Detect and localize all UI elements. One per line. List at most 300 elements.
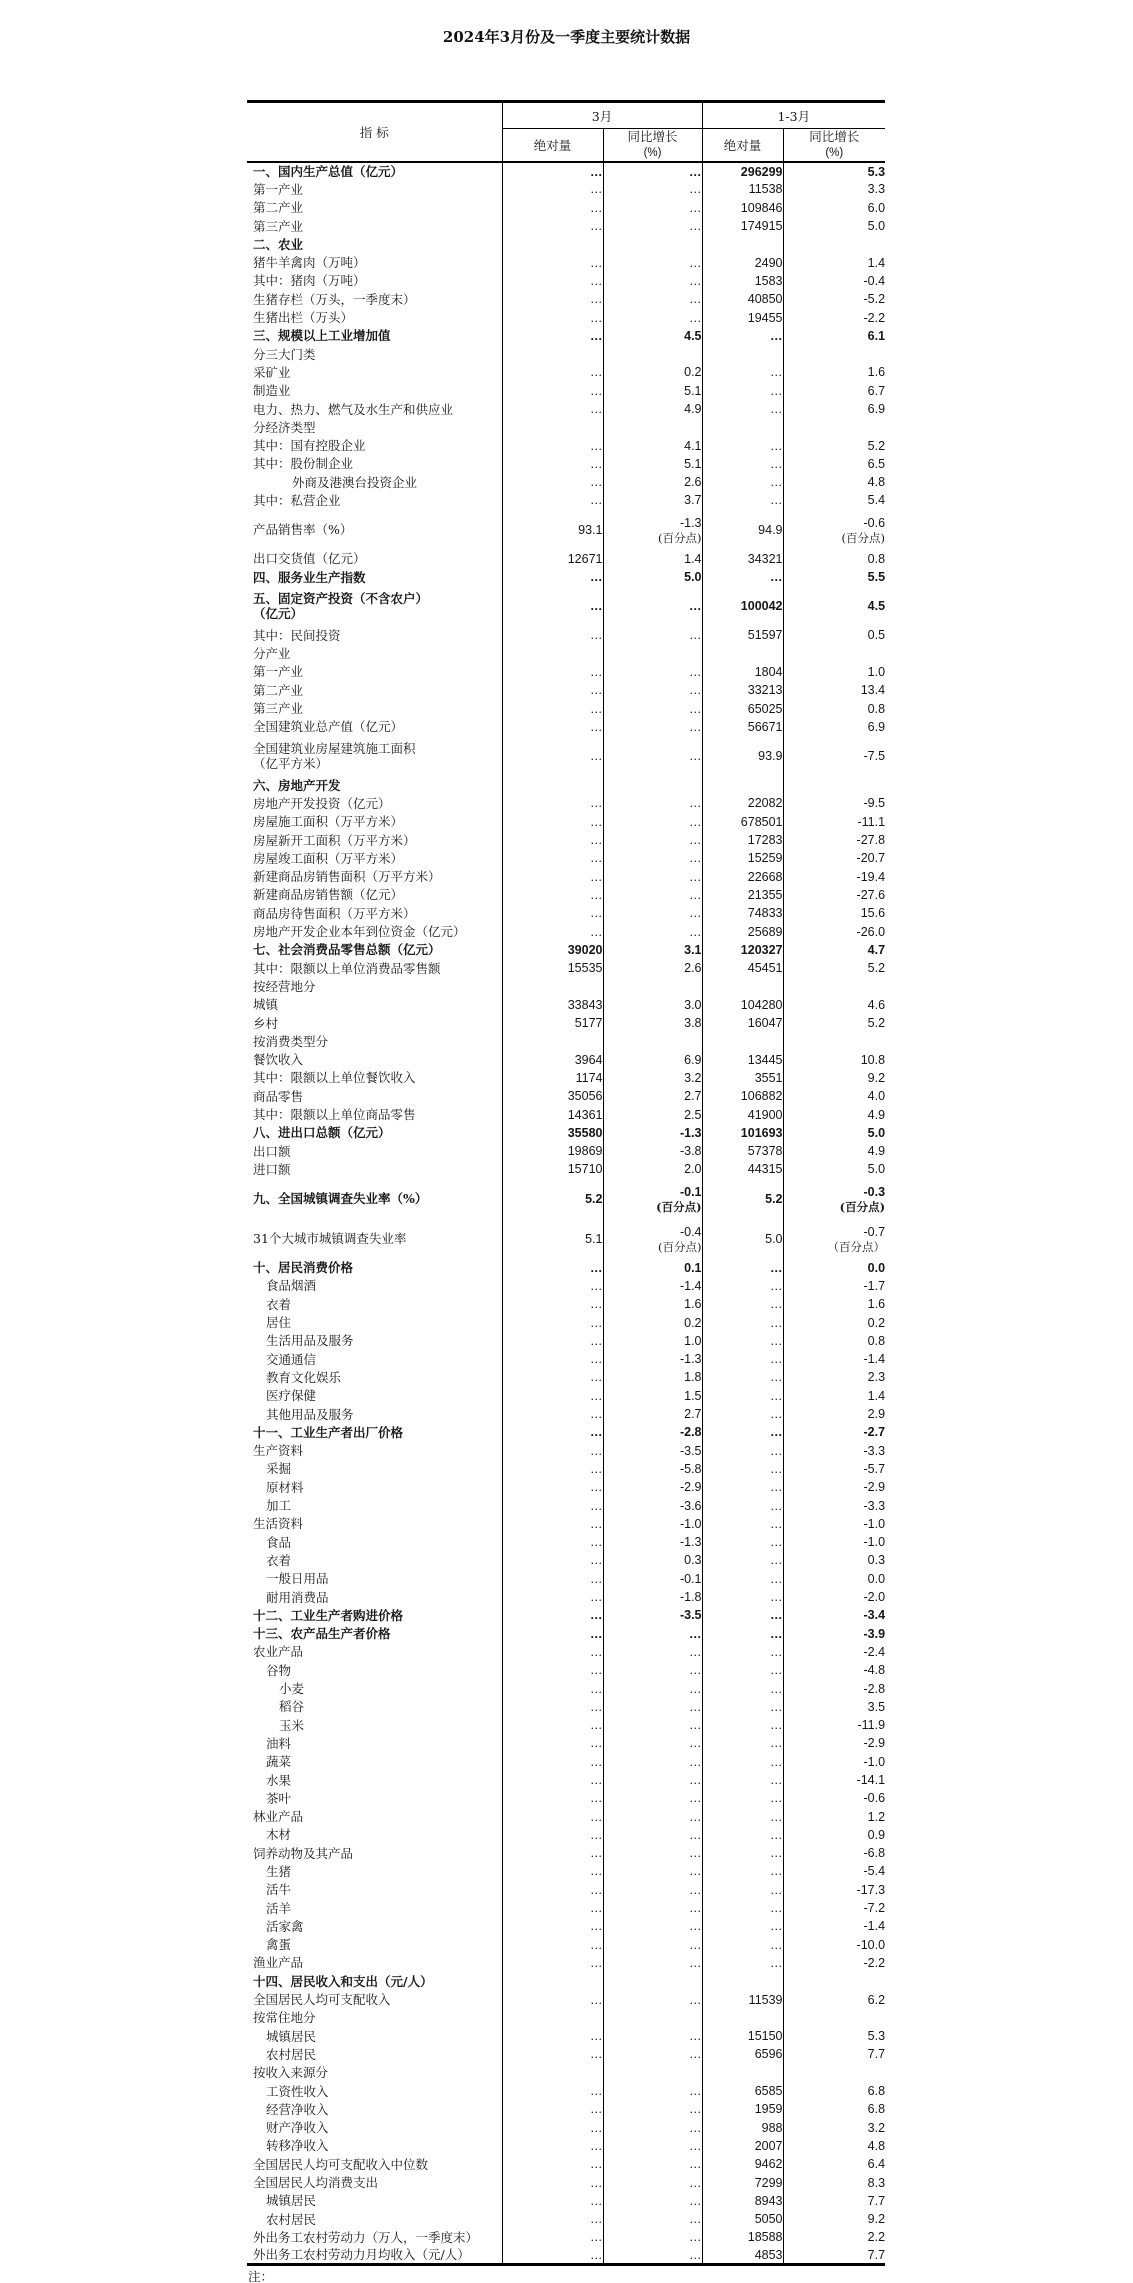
march-yoy-cell: …: [603, 699, 702, 717]
table-row: [247, 1105, 885, 1123]
indicator-label: 第二产业: [253, 200, 304, 216]
footnote: 注：: [248, 2269, 274, 2283]
q1-yoy-cell: -2.2: [783, 1954, 885, 1972]
header-march-yoy: [603, 129, 702, 163]
indicator-label: 分产业: [253, 646, 291, 662]
march-yoy-cell: …: [603, 1862, 702, 1880]
march-yoy-cell: …: [603, 1679, 702, 1697]
table-row: [247, 1405, 885, 1423]
march-yoy-cell: …: [603, 586, 702, 626]
q1-abs-cell: 7299: [702, 2173, 783, 2191]
q1-abs-cell: 6585: [702, 2082, 783, 2100]
march-yoy-cell: 1.5: [603, 1387, 702, 1405]
march-abs-cell: …: [502, 2137, 603, 2155]
march-abs-cell: 15710: [502, 1160, 603, 1178]
yoy-label: 同比增长: [809, 129, 860, 144]
q1-yoy-cell: -2.9: [783, 1478, 885, 1496]
q1-yoy-cell: 3.5: [783, 1698, 885, 1716]
march-abs-cell: …: [502, 382, 603, 400]
indicator-label: 衣着: [266, 1296, 292, 1312]
q1-yoy-cell: -2.8: [783, 1679, 885, 1697]
q1-yoy-cell: 0.0: [783, 1570, 885, 1588]
table-row: [247, 253, 885, 271]
indicator-label: 一、国内生产总值（亿元）: [253, 164, 404, 180]
table-row: [247, 1624, 885, 1642]
q1-abs-cell: [702, 2009, 783, 2027]
indicator-label: 第一产业: [253, 664, 304, 680]
q1-yoy-cell: 0.0: [783, 1259, 885, 1277]
q1-abs-cell: 104280: [702, 996, 783, 1014]
table-row: [247, 977, 885, 995]
march-yoy-cell: -1.3 (百分点): [603, 510, 702, 550]
q1-yoy-cell: -1.0: [783, 1533, 885, 1551]
table-row: [247, 2210, 885, 2228]
indicator-label: 其中：限额以上单位商品零售: [253, 1107, 416, 1122]
indicator-label: 全国居民人均可支配收入: [253, 1992, 391, 2008]
march-yoy-cell: …: [603, 1753, 702, 1771]
indicator-label: 农村居民: [266, 2046, 317, 2062]
march-yoy-cell: …: [603, 1936, 702, 1954]
march-yoy-cell: …: [603, 217, 702, 235]
q1-abs-cell: …: [702, 1716, 783, 1734]
march-yoy-cell: 3.7: [603, 491, 702, 509]
yoy-unit-label: (%): [825, 147, 844, 159]
march-yoy-cell: …: [603, 2155, 702, 2173]
q1-yoy-cell: 6.4: [783, 2155, 885, 2173]
march-yoy-cell: …: [603, 794, 702, 812]
q1-yoy-cell: -7.5: [783, 736, 885, 776]
table-row: [247, 736, 885, 776]
march-yoy-cell: 2.7: [603, 1405, 702, 1423]
march-abs-cell: …: [502, 1259, 603, 1277]
table-row: [247, 382, 885, 400]
q1-abs-cell: 100042: [702, 586, 783, 626]
march-yoy-cell: -1.8: [603, 1588, 702, 1606]
header-q1: 1-3月: [702, 102, 885, 129]
q1-abs-cell: …: [702, 1771, 783, 1789]
q1-abs-cell: …: [702, 1661, 783, 1679]
table-row: [247, 418, 885, 436]
q1-yoy-cell: -7.2: [783, 1899, 885, 1917]
q1-yoy-cell: [783, 418, 885, 436]
march-abs-cell: …: [502, 1533, 603, 1551]
indicator-label: 第三产业: [253, 701, 304, 717]
indicator-label: 生活资料: [253, 1516, 304, 1532]
march-yoy-cell: …: [603, 199, 702, 217]
indicator-label: 餐饮收入: [253, 1052, 304, 1068]
q1-yoy-cell: 4.8: [783, 2137, 885, 2155]
march-abs-cell: …: [502, 1698, 603, 1716]
table-row: [247, 1496, 885, 1514]
march-yoy-cell: …: [603, 1844, 702, 1862]
indicator-label: 加工: [266, 1498, 292, 1514]
march-yoy-cell: 2.0: [603, 1160, 702, 1178]
q1-abs-cell: …: [702, 1478, 783, 1496]
indicator-label: 四、服务业生产指数: [253, 569, 366, 585]
q1-yoy-cell: -1.4: [783, 1350, 885, 1368]
q1-yoy-cell: -10.0: [783, 1936, 885, 1954]
yoy-label: 同比增长: [627, 129, 678, 144]
table-row: [247, 996, 885, 1014]
march-yoy-cell: 2.6: [603, 959, 702, 977]
march-abs-cell: [502, 418, 603, 436]
indicator-label: 出口交货值（亿元）: [253, 551, 366, 567]
q1-abs-cell: …: [702, 1698, 783, 1716]
indicator-label: 十一、工业生产者出厂价格: [253, 1424, 404, 1440]
q1-yoy-cell: -3.3: [783, 1442, 885, 1460]
q1-abs-cell: [702, 2064, 783, 2082]
q1-yoy-cell: 0.8: [783, 1332, 885, 1350]
march-abs-cell: …: [502, 199, 603, 217]
table-row: [247, 1917, 885, 1935]
q1-yoy-cell: 1.0: [783, 663, 885, 681]
march-abs-cell: …: [502, 2210, 603, 2228]
q1-yoy-cell: 3.2: [783, 2119, 885, 2137]
indicator-label: 五、固定资产投资（不含农户） （亿元）: [253, 591, 429, 622]
march-yoy-cell: …: [603, 1881, 702, 1899]
march-yoy-cell: [603, 776, 702, 794]
q1-yoy-cell: 6.7: [783, 382, 885, 400]
indicator-label: 活家禽: [266, 1918, 304, 1934]
q1-abs-cell: 1804: [702, 663, 783, 681]
table-row: [247, 455, 885, 473]
indicator-label: 农业产品: [253, 1644, 304, 1660]
q1-yoy-cell: [783, 1032, 885, 1050]
q1-abs-cell: …: [702, 1496, 783, 1514]
march-yoy-cell: …: [603, 831, 702, 849]
march-yoy-cell: 4.1: [603, 436, 702, 454]
table-row: [247, 199, 885, 217]
table-row: [247, 1124, 885, 1142]
q1-abs-cell: 22082: [702, 794, 783, 812]
march-yoy-cell: …: [603, 2210, 702, 2228]
header-q1-yoy: [783, 129, 885, 163]
march-yoy-cell: …: [603, 2045, 702, 2063]
q1-yoy-cell: -27.6: [783, 886, 885, 904]
march-abs-cell: [502, 776, 603, 794]
indicator-label: 居住: [266, 1315, 292, 1331]
indicator-label: 新建商品房销售面积（万平方米）: [253, 869, 441, 885]
q1-abs-cell: 1583: [702, 272, 783, 290]
table-row: [247, 290, 885, 308]
q1-abs-cell: …: [702, 1862, 783, 1880]
q1-yoy-cell: 2.2: [783, 2228, 885, 2246]
march-abs-cell: …: [502, 491, 603, 509]
indicator-label: 原材料: [266, 1479, 304, 1495]
table-row: [247, 400, 885, 418]
table-row: [247, 831, 885, 849]
q1-yoy-cell: 6.1: [783, 327, 885, 345]
table-row: [247, 1954, 885, 1972]
q1-abs-cell: 3551: [702, 1069, 783, 1087]
indicator-label: 生产资料: [253, 1443, 304, 1459]
march-abs-cell: …: [502, 363, 603, 381]
march-yoy-cell: 0.2: [603, 363, 702, 381]
q1-abs-cell: 11539: [702, 1990, 783, 2008]
q1-yoy-cell: 1.2: [783, 1807, 885, 1825]
q1-yoy-cell: -27.8: [783, 831, 885, 849]
indicator-label: 外商及港澳台投资企业: [292, 474, 418, 490]
table-row: [247, 1478, 885, 1496]
indicator-label: 按消费类型分: [253, 1033, 329, 1049]
table-row: [247, 1219, 885, 1259]
table-row: [247, 1332, 885, 1350]
q1-abs-cell: …: [702, 400, 783, 418]
march-abs-cell: …: [502, 1423, 603, 1441]
indicator-label: 采掘: [266, 1461, 292, 1477]
march-abs-cell: …: [502, 272, 603, 290]
table-row: [247, 2027, 885, 2045]
q1-yoy-cell: 0.8: [783, 699, 885, 717]
march-abs-cell: …: [502, 1478, 603, 1496]
march-yoy-cell: …: [603, 2119, 702, 2137]
q1-yoy-cell: -0.7 （百分点）: [783, 1219, 885, 1259]
q1-abs-cell: …: [702, 1606, 783, 1624]
march-abs-cell: 19869: [502, 1142, 603, 1160]
q1-abs-cell: 56671: [702, 718, 783, 736]
q1-abs-cell: …: [702, 1515, 783, 1533]
indicator-label: 油料: [266, 1735, 292, 1751]
q1-abs-cell: [702, 418, 783, 436]
march-yoy-cell: -3.6: [603, 1496, 702, 1514]
march-yoy-cell: [603, 645, 702, 663]
q1-yoy-cell: -4.8: [783, 1661, 885, 1679]
march-abs-cell: 39020: [502, 941, 603, 959]
table-row: [247, 1972, 885, 1990]
q1-yoy-cell: 1.4: [783, 253, 885, 271]
indicator-label: 禽蛋: [266, 1937, 292, 1953]
q1-abs-cell: [702, 1032, 783, 1050]
march-abs-cell: …: [502, 2155, 603, 2173]
indicator-label: 其中：限额以上单位消费品零售额: [253, 960, 441, 976]
q1-abs-cell: …: [702, 1533, 783, 1551]
march-yoy-cell: …: [603, 2192, 702, 2210]
q1-abs-cell: 19455: [702, 308, 783, 326]
march-abs-cell: …: [502, 736, 603, 776]
q1-yoy-cell: -5.2: [783, 290, 885, 308]
table-row: [247, 235, 885, 253]
indicator-label: 城镇居民: [266, 2028, 317, 2044]
march-yoy-cell: …: [603, 1899, 702, 1917]
q1-abs-cell: 5.2: [702, 1179, 783, 1219]
table-row: [247, 699, 885, 717]
q1-abs-cell: …: [702, 1826, 783, 1844]
indicator-label: 耐用消费品: [266, 1589, 329, 1605]
march-yoy-cell: [603, 1972, 702, 1990]
march-abs-cell: …: [502, 217, 603, 235]
march-abs-cell: …: [502, 455, 603, 473]
indicator-label: 茶叶: [266, 1790, 292, 1806]
table-row: [247, 308, 885, 326]
march-abs-cell: …: [502, 1606, 603, 1624]
march-abs-cell: [502, 1032, 603, 1050]
q1-yoy-cell: [783, 977, 885, 995]
march-abs-cell: …: [502, 2100, 603, 2118]
indicator-label: 三、规模以上工业增加值: [253, 328, 391, 344]
q1-abs-cell: …: [702, 1734, 783, 1752]
march-abs-cell: …: [502, 1460, 603, 1478]
march-abs-cell: …: [502, 2082, 603, 2100]
march-abs-cell: …: [502, 1771, 603, 1789]
march-abs-cell: …: [502, 718, 603, 736]
q1-abs-cell: 94.9: [702, 510, 783, 550]
q1-yoy-cell: 9.2: [783, 1069, 885, 1087]
table-row: [247, 2173, 885, 2191]
march-abs-cell: …: [502, 681, 603, 699]
q1-abs-cell: 4853: [702, 2247, 783, 2265]
march-abs-cell: …: [502, 904, 603, 922]
indicator-label: 教育文化娱乐: [266, 1369, 342, 1385]
indicator-label: 水果: [266, 1772, 292, 1788]
march-yoy-cell: 0.1: [603, 1259, 702, 1277]
march-abs-cell: [502, 645, 603, 663]
march-yoy-cell: -3.8: [603, 1142, 702, 1160]
indicator-label: 房地产开发企业本年到位资金（亿元）: [253, 924, 466, 940]
q1-yoy-cell: -2.9: [783, 1734, 885, 1752]
march-yoy-cell: …: [603, 1826, 702, 1844]
march-abs-cell: …: [502, 1496, 603, 1514]
q1-yoy-cell: 0.2: [783, 1313, 885, 1331]
table-row: [247, 1844, 885, 1862]
table-row: [247, 1160, 885, 1178]
table-row: [247, 1826, 885, 1844]
table-row: [247, 1533, 885, 1551]
march-abs-cell: 5.1: [502, 1219, 603, 1259]
q1-yoy-cell: 2.3: [783, 1368, 885, 1386]
q1-yoy-cell: 4.7: [783, 941, 885, 959]
march-abs-cell: …: [502, 849, 603, 867]
q1-yoy-cell: [783, 776, 885, 794]
march-abs-cell: …: [502, 663, 603, 681]
indicator-label: 房屋施工面积（万平方米）: [253, 814, 404, 830]
march-yoy-cell: [603, 1032, 702, 1050]
q1-yoy-cell: -0.6: [783, 1789, 885, 1807]
table-row: [247, 180, 885, 198]
march-abs-cell: …: [502, 1350, 603, 1368]
q1-yoy-cell: 4.6: [783, 996, 885, 1014]
q1-yoy-cell: 10.8: [783, 1050, 885, 1068]
q1-abs-cell: …: [702, 436, 783, 454]
table-row: [247, 663, 885, 681]
table-row: [247, 1442, 885, 1460]
table-row: [247, 217, 885, 235]
q1-abs-cell: 988: [702, 2119, 783, 2137]
table-row: [247, 1716, 885, 1734]
table-row: [247, 1259, 885, 1277]
q1-yoy-cell: 4.9: [783, 1105, 885, 1123]
q1-abs-cell: …: [702, 568, 783, 586]
march-yoy-cell: …: [603, 1661, 702, 1679]
q1-abs-cell: …: [702, 473, 783, 491]
q1-abs-cell: …: [702, 1643, 783, 1661]
march-abs-cell: …: [502, 1899, 603, 1917]
q1-abs-cell: 6596: [702, 2045, 783, 2063]
march-yoy-cell: 3.1: [603, 941, 702, 959]
q1-abs-cell: [702, 645, 783, 663]
march-yoy-cell: -3.5: [603, 1606, 702, 1624]
march-yoy-cell: -3.5: [603, 1442, 702, 1460]
table-row: [247, 1295, 885, 1313]
table-row: [247, 1014, 885, 1032]
march-abs-cell: …: [502, 1442, 603, 1460]
march-abs-cell: …: [502, 253, 603, 271]
march-abs-cell: …: [502, 586, 603, 626]
march-yoy-cell: …: [603, 2027, 702, 2045]
march-abs-cell: 12671: [502, 550, 603, 568]
q1-yoy-cell: -5.4: [783, 1862, 885, 1880]
indicator-label: 其他用品及服务: [266, 1406, 354, 1422]
march-abs-cell: …: [502, 2045, 603, 2063]
march-yoy-cell: …: [603, 272, 702, 290]
q1-abs-cell: 15259: [702, 849, 783, 867]
table-row: [247, 2192, 885, 2210]
indicator-label: 七、社会消费品零售总额（亿元）: [253, 942, 441, 958]
table-row: [247, 2247, 885, 2265]
march-yoy-cell: 1.0: [603, 1332, 702, 1350]
table-row: [247, 1277, 885, 1295]
q1-abs-cell: 45451: [702, 959, 783, 977]
q1-abs-cell: …: [702, 1295, 783, 1313]
march-abs-cell: …: [502, 831, 603, 849]
march-abs-cell: 5.2: [502, 1179, 603, 1219]
indicator-label: 其中：国有控股企业: [253, 438, 366, 454]
indicator-label: 全国居民人均可支配收入中位数: [253, 2156, 429, 2172]
table-row: [247, 1643, 885, 1661]
q1-abs-cell: …: [702, 1570, 783, 1588]
march-yoy-cell: …: [603, 2247, 702, 2265]
march-abs-cell: …: [502, 1917, 603, 1935]
q1-yoy-cell: 13.4: [783, 681, 885, 699]
q1-yoy-cell: 0.9: [783, 1826, 885, 1844]
march-yoy-cell: 1.8: [603, 1368, 702, 1386]
indicator-label: 按经营地分: [253, 978, 316, 994]
table-row: [247, 813, 885, 831]
march-abs-cell: …: [502, 327, 603, 345]
indicator-label: 工资性收入: [266, 2083, 329, 2099]
q1-abs-cell: [702, 977, 783, 995]
table-row: [247, 1350, 885, 1368]
table-row: [247, 2082, 885, 2100]
q1-yoy-cell: -1.0: [783, 1515, 885, 1533]
indicator-label: 第一产业: [253, 181, 304, 197]
q1-yoy-cell: -1.0: [783, 1753, 885, 1771]
indicator-label: 衣着: [266, 1552, 292, 1568]
table-row: [247, 510, 885, 550]
indicator-label: 房地产开发投资（亿元）: [253, 795, 391, 811]
table-row: [247, 1069, 885, 1087]
q1-abs-cell: 17283: [702, 831, 783, 849]
march-abs-cell: …: [502, 1588, 603, 1606]
indicator-label: 全国建筑业房屋建筑施工面积 （亿平方米）: [253, 741, 416, 772]
march-abs-cell: …: [502, 1734, 603, 1752]
q1-yoy-cell: -11.9: [783, 1716, 885, 1734]
march-yoy-cell: …: [603, 868, 702, 886]
q1-abs-cell: 109846: [702, 199, 783, 217]
march-abs-cell: …: [502, 1844, 603, 1862]
q1-abs-cell: 41900: [702, 1105, 783, 1123]
march-yoy-cell: [603, 2064, 702, 2082]
indicator-label: 活牛: [266, 1882, 292, 1898]
q1-yoy-cell: 0.8: [783, 550, 885, 568]
q1-abs-cell: …: [702, 1368, 783, 1386]
march-yoy-cell: …: [603, 626, 702, 644]
march-abs-cell: …: [502, 2247, 603, 2265]
table-row: [247, 1179, 885, 1219]
march-yoy-cell: -1.4: [603, 1277, 702, 1295]
q1-yoy-cell: 4.5: [783, 586, 885, 626]
q1-abs-cell: 40850: [702, 290, 783, 308]
indicator-label: 其中：猪肉（万吨）: [253, 273, 366, 289]
